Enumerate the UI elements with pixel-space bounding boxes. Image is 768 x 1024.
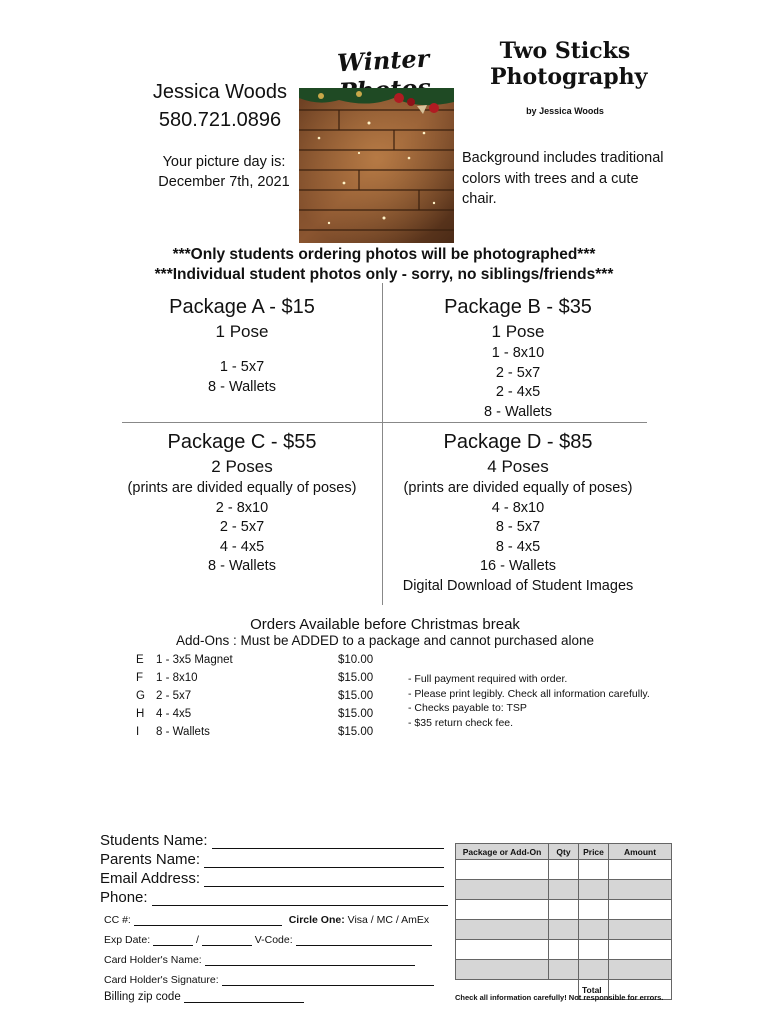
- package-item: Digital Download of Student Images: [402, 577, 634, 594]
- package-grid-divider-vertical: [382, 283, 383, 605]
- holder-signature-field[interactable]: [222, 974, 434, 986]
- parents-name-label: Parents Name:: [100, 851, 201, 868]
- addon-code: G: [136, 690, 145, 702]
- addon-row: [136, 670, 377, 686]
- addon-item: 1 - 3x5 Magnet: [156, 654, 233, 666]
- cc-row: [104, 914, 429, 926]
- holder-signature-row: [104, 974, 434, 986]
- package-title: Package B - $35: [444, 296, 592, 318]
- addon-item: 4 - 4x5: [156, 708, 192, 720]
- term-line: - Checks payable to: TSP: [408, 702, 527, 714]
- term-line: - $35 return check fee.: [408, 716, 514, 729]
- picture-day-label: Your picture day is:: [162, 154, 286, 170]
- phone-row: [100, 889, 448, 906]
- term-line: - Full payment required with order.: [408, 673, 568, 685]
- package-item: 4 - 4x5: [219, 538, 265, 555]
- order-row[interactable]: [456, 900, 672, 920]
- exp-slash: /: [195, 934, 199, 946]
- background-description: Background includes traditional colors with trees and a cute chair.: [462, 150, 664, 207]
- photographer-phone: 580.721.0896: [158, 109, 282, 131]
- addon-price: $15.00: [338, 726, 374, 738]
- notice-line: ***Only students ordering photos will be photographed***: [172, 246, 596, 263]
- package-b: [398, 294, 638, 422]
- package-note: (prints are divided equally of poses): [403, 480, 633, 496]
- notice-line: ***Individual student photos only - sorry, no siblings/friends***: [154, 266, 614, 283]
- student-name-label: Students Name:: [100, 832, 208, 849]
- addon-item: 2 - 5x7: [156, 690, 192, 702]
- package-c: [112, 429, 372, 577]
- vcode-label: V-Code:: [254, 934, 293, 946]
- addon-code: F: [136, 672, 144, 684]
- addon-row: [136, 706, 377, 722]
- holder-signature-label: Card Holder's Signature:: [104, 974, 219, 986]
- header-amount: Amount: [609, 844, 672, 860]
- billing-zip-label: Billing zip code: [104, 991, 181, 1003]
- notices: [100, 245, 668, 285]
- package-item: 1 - 5x7: [219, 359, 265, 375]
- phone-label: Phone:: [100, 889, 148, 906]
- photographer-name: Jessica Woods: [152, 81, 288, 103]
- cc-label: CC #:: [104, 914, 131, 926]
- header-price: Price: [579, 844, 609, 860]
- addons-table: [134, 650, 379, 742]
- exp-row: [104, 934, 432, 946]
- package-item: 8 - Wallets: [208, 378, 276, 395]
- addon-item: 1 - 8x10: [156, 672, 198, 684]
- order-table-header: [456, 844, 672, 860]
- payment-terms: [408, 672, 650, 730]
- header-qty: Qty: [549, 844, 579, 860]
- contact-info: [140, 78, 300, 134]
- order-row[interactable]: [456, 880, 672, 900]
- order-row[interactable]: [456, 940, 672, 960]
- email-label: Email Address:: [100, 870, 201, 887]
- order-summary-table: [455, 843, 672, 1000]
- email-field[interactable]: [204, 872, 444, 887]
- addon-item: 8 - Wallets: [156, 726, 210, 738]
- phone-field[interactable]: [152, 891, 448, 906]
- package-item: 16 - Wallets: [479, 558, 556, 574]
- order-row[interactable]: [456, 920, 672, 940]
- addon-code: E: [136, 654, 144, 666]
- holder-name-label: Card Holder's Name:: [104, 954, 202, 966]
- order-row[interactable]: [456, 860, 672, 880]
- addon-row: [136, 652, 377, 668]
- exp-year-field[interactable]: [202, 934, 252, 946]
- disclaimer: Check all information carefully! Not responsible for errors.: [455, 993, 664, 1002]
- term-line: - Please print legibly. Check all information carefully.: [408, 687, 650, 700]
- cc-field[interactable]: [134, 914, 282, 926]
- addon-code: I: [136, 726, 140, 738]
- parents-name-field[interactable]: [204, 853, 444, 868]
- package-grid-divider-horizontal: [122, 422, 647, 423]
- brand-logo: [490, 38, 648, 90]
- picture-day-date: December 7th, 2021: [158, 174, 290, 190]
- package-item: 8 - 4x5: [495, 538, 541, 555]
- package-title: Package C - $55: [167, 431, 317, 453]
- package-title: Package D - $85: [443, 431, 593, 453]
- holder-name-field[interactable]: [205, 954, 415, 966]
- holder-name-row: [104, 954, 415, 966]
- background-preview-image: [299, 88, 454, 243]
- winter-photos-title: Winter: [336, 43, 430, 78]
- package-note: (prints are divided equally of poses): [127, 480, 357, 496]
- package-item: 1 - 8x10: [491, 345, 545, 361]
- package-item: 2 - 5x7: [219, 519, 265, 535]
- header-package: Package or Add-On: [456, 844, 549, 860]
- order-row[interactable]: [456, 960, 672, 980]
- package-item: 8 - Wallets: [208, 558, 276, 574]
- vcode-field[interactable]: [296, 934, 432, 946]
- card-types[interactable]: Visa / MC / AmEx: [347, 914, 430, 926]
- addon-row: [136, 724, 377, 740]
- email-row: [100, 870, 444, 887]
- parents-name-row: [100, 851, 444, 868]
- orders-note: Orders Available before Christmas break: [250, 616, 520, 633]
- package-item: 8 - 5x7: [495, 519, 541, 535]
- package-item: 8 - Wallets: [484, 403, 552, 420]
- package-item: 2 - 5x7: [495, 364, 541, 381]
- circle-one-label: Circle One:: [288, 914, 345, 926]
- package-item: 2 - 8x10: [215, 499, 269, 516]
- package-poses: 1 Pose: [491, 322, 545, 341]
- brand-line-1: Two Sticks: [499, 38, 631, 64]
- brand-line-2: Photography: [490, 64, 648, 90]
- package-item: 2 - 4x5: [495, 384, 541, 400]
- addon-code: H: [136, 708, 145, 720]
- billing-zip-field[interactable]: [184, 990, 304, 1003]
- package-poses: 2 Poses: [211, 457, 273, 476]
- package-poses: 1 Pose: [215, 322, 269, 341]
- addon-price: $15.00: [338, 690, 374, 702]
- exp-date-label: Exp Date:: [104, 934, 151, 946]
- addon-price: $15.00: [338, 672, 374, 684]
- package-d: [388, 429, 648, 596]
- picture-day: [138, 152, 310, 192]
- student-name-row: [100, 832, 444, 849]
- student-name-field[interactable]: [212, 834, 444, 849]
- addon-price: $15.00: [338, 708, 374, 720]
- package-poses: 4 Poses: [487, 457, 549, 476]
- package-item: 4 - 8x10: [491, 499, 545, 516]
- package-title: Package A - $15: [169, 296, 315, 318]
- addon-row: [136, 688, 377, 704]
- brand-subtitle: by Jessica Woods: [526, 106, 604, 116]
- addons-header: Add-Ons : Must be ADDED to a package and cannot purchased alone: [175, 633, 594, 648]
- exp-month-field[interactable]: [153, 934, 193, 946]
- total-label: Total: [579, 980, 609, 1000]
- addon-price: $10.00: [338, 654, 374, 666]
- billing-zip-row: [104, 990, 304, 1003]
- package-a: [122, 294, 362, 397]
